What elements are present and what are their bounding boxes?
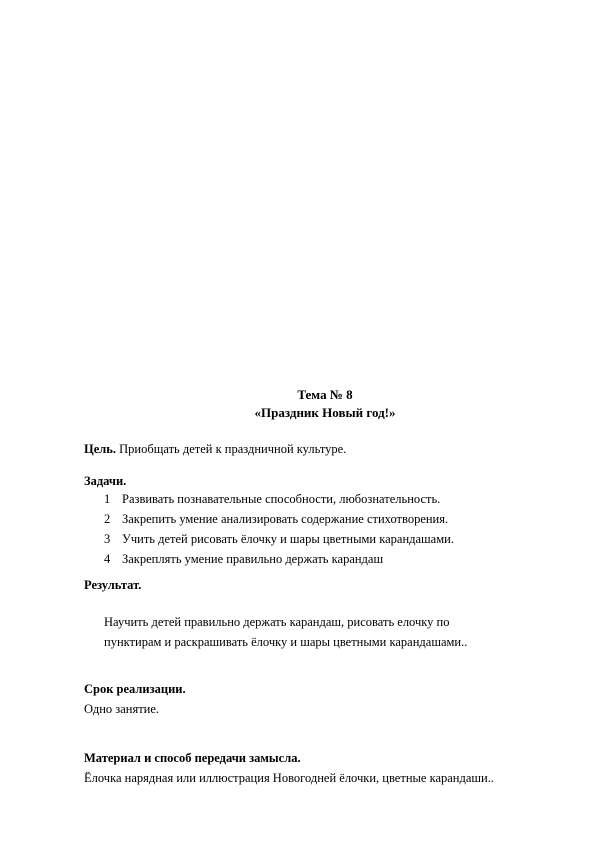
list-item-number: 1 [104, 492, 111, 506]
material-label: Материал и способ передачи замысла. [84, 751, 301, 765]
list-item-text: Закрепить умение анализировать содержание стихотворения. [122, 512, 449, 526]
result-text [104, 612, 467, 652]
topic-title: «Праздник Новый год!» [254, 405, 396, 420]
list-item-text: Учить детей рисовать ёлочку и шары цветными карандашами. [122, 532, 454, 546]
list-item-number: 2 [104, 512, 111, 526]
list-item [104, 489, 454, 509]
list-item-number: 3 [104, 532, 111, 546]
result-line: пунктирам и раскрашивать ёлочку и шары цветными карандашами.. [104, 635, 468, 649]
topic-number: Тема № 8 [297, 387, 353, 402]
result-line: Научить детей правильно держать карандаш, рисовать елочку по [104, 615, 450, 629]
term-text: Одно занятие. [84, 702, 160, 716]
goal-text: Приобщать детей к праздничной культуре. [116, 442, 347, 456]
result-label: Результат. [84, 578, 142, 592]
goal-label: Цель. [84, 442, 117, 456]
list-item [104, 529, 454, 549]
tasks-label: Задачи. [84, 474, 127, 488]
list-item [104, 549, 454, 569]
list-item [104, 509, 454, 529]
term-label: Срок реализации. [84, 682, 186, 696]
tasks-list [104, 489, 454, 569]
material-text: Ёлочка нарядная или иллюстрация Новогодней ёлочки, цветные карандаши.. [84, 771, 494, 785]
list-item-text: Закреплять умение правильно держать карандаш [122, 552, 384, 566]
list-item-text: Развивать познавательные способности, любознательность. [122, 492, 441, 506]
goal-line [84, 442, 346, 457]
list-item-number: 4 [104, 552, 111, 566]
